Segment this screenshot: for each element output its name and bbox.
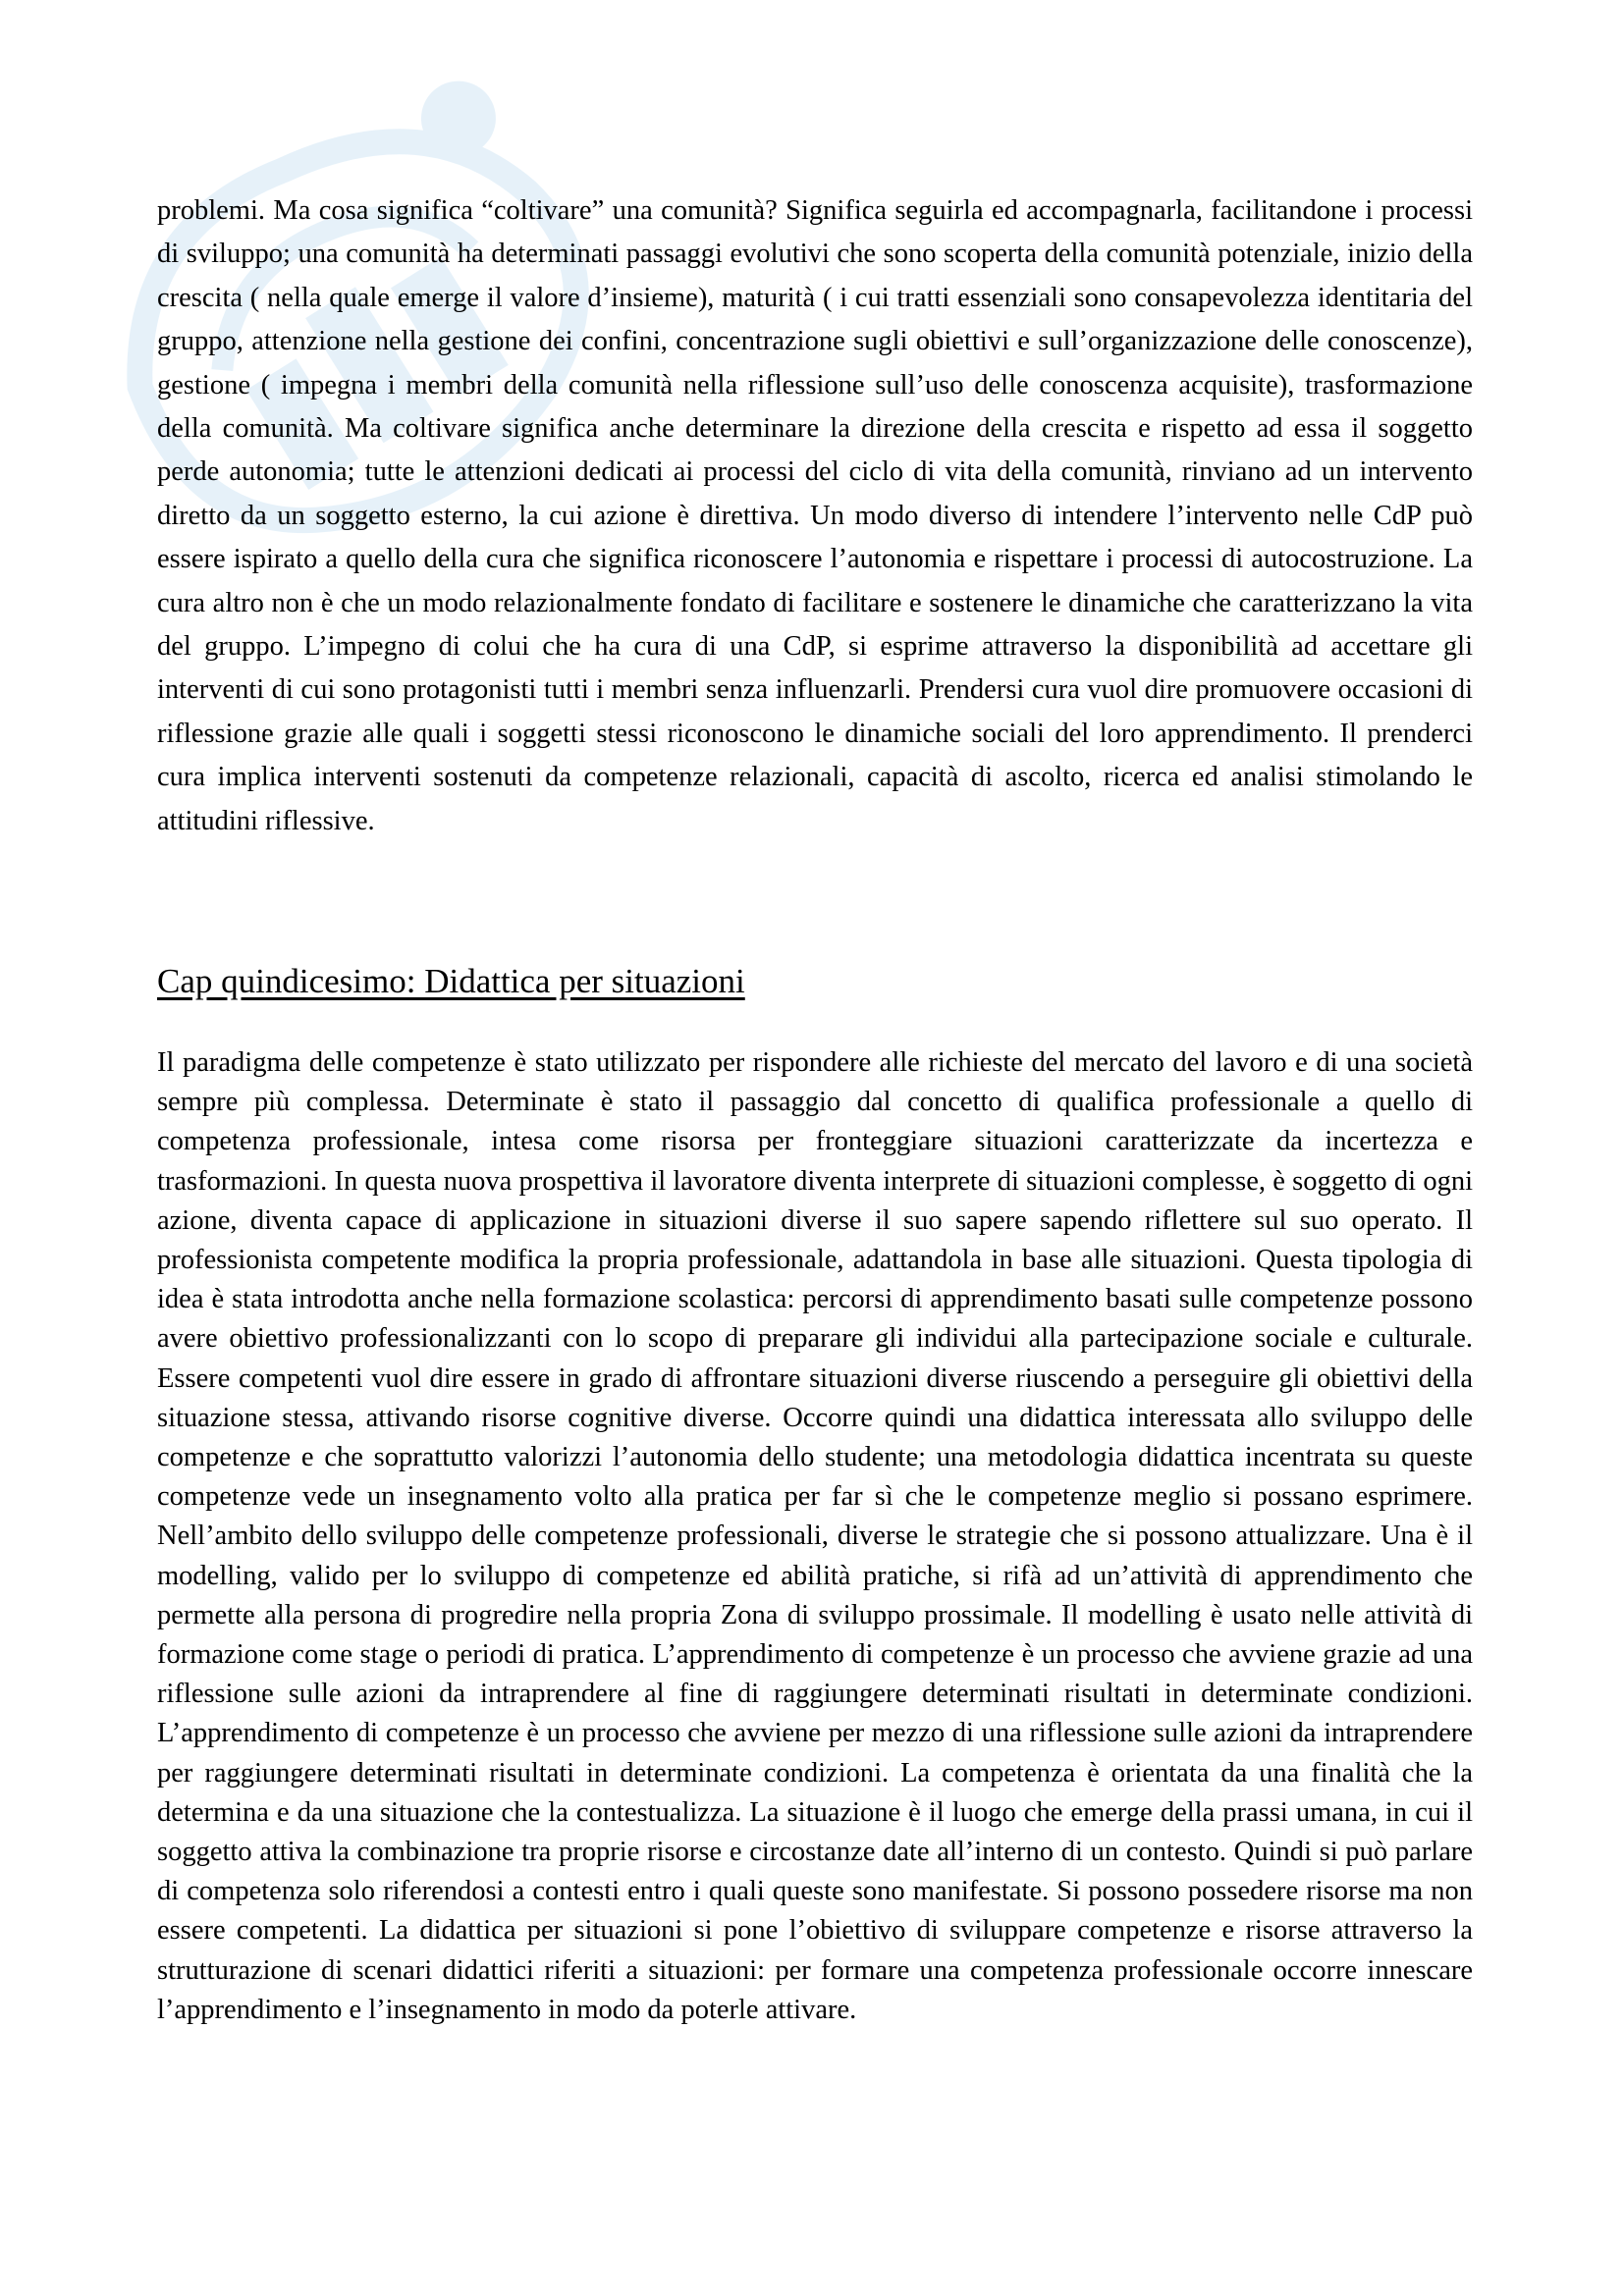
chapter-heading: Cap quindicesimo: Didattica per situazioni xyxy=(157,962,745,1000)
body-paragraph-1 xyxy=(157,189,1473,843)
body-paragraph-2 xyxy=(157,1043,1473,2030)
paragraph-text: Il paradigma delle competenze è stato utilizzato per rispondere alle richieste del mercato del lavoro e di una società sempre più complessa. Determinate è stato il passaggio dal concetto di qualifica professionale a quello di competenza professionale, intesa come risorsa per fronteggiare situazioni caratterizzate da incertezza e trasformazioni. In questa nuova prospettiva il lavoratore diventa interprete di situazioni complesse, è soggetto di ogni azione, diventa capace di applicazione in situazioni diverse il suo sapere sapendo riflettere sul suo operato. Il professionista competente modifica la propria professionale, adattandola in base alle situazioni. Questa tipologia di idea è stata introdotta anche nella formazione scolastica: percorsi di apprendimento basati sulle competenze possono avere obiettivo professionalizzanti con lo scopo di preparare gli individui alla partecipazione sociale e culturale. Essere competenti vuol dire essere in grado di affrontare situazioni diverse riuscendo a perseguire gli obiettivi della situazione stessa, attivando risorse cognitive diverse. Occorre quindi una didattica interessata allo sviluppo delle competenze e che soprattutto valorizzi l’autonomia dello studente; una metodologia didattica incentrata su queste competenze vede un insegnamento volto alla pratica per far sì che le competenze meglio si possano esprimere. Nell’ambito dello sviluppo delle competenze professionali, diverse le strategie che si possono attualizzare. Una è il modelling, valido per lo sviluppo di competenze ed abilità pratiche, si rifà ad un’attività di apprendimento che permette alla persona di progredire nella propria Zona di sviluppo prossimale. Il modelling è usato nelle attività di formazione come stage o periodi di pratica. L’apprendimento di competenze è un processo che avviene grazie ad una riflessione sulle azioni da intraprendere al fine di raggiungere determinati risultati in determinate condizioni. L’apprendimento di competenze è un processo che avviene per mezzo di una riflessione sulle azioni da intraprendere per raggiungere determinati risultati in determinate condizioni. La competenza è orientata da una finalità che la determina e da una situazione che la contestualizza. La situazione è il luogo che emerge della prassi umana, in cui il soggetto attiva la combinazione tra proprie risorse e circostanze date all’interno di un contesto. Quindi si può parlare di competenza solo riferendosi a contesti entro i quali queste sono manifestate. Si possono possedere risorse ma non essere competenti. La didattica per situazioni si pone l’obiettivo di sviluppare competenze e risorse attraverso la strutturazione di scenari didattici riferiti a situazioni: per formare una competenza professionale occorre innescare l’apprendimento e l’insegnamento in modo da poterle attivare. xyxy=(157,1047,1473,2025)
paragraph-text: problemi. Ma cosa significa “coltivare” una comunità? Significa seguirla ed accompagnarla, facilitandone i processi di sviluppo; una comunità ha determinati passaggi evolutivi che sono scoperta della comunità potenziale, inizio della crescita ( nella quale emerge il valore d’insieme), maturità ( i cui tratti essenziali sono consapevolezza identitaria del gruppo, attenzione nella gestione dei confini, concentrazione sugli obiettivi e sull’organizzazione delle conoscenze), gestione ( impegna i membri della comunità nella riflessione sull’uso delle conoscenza acquisite), trasformazione della comunità. Ma coltivare significa anche determinare la direzione della crescita e rispetto ad essa il soggetto perde autonomia; tutte le attenzioni dedicati ai processi del ciclo di vita della comunità, rinviano ad un intervento diretto da un soggetto esterno, la cui azione è direttiva. Un modo diverso di intendere l’intervento nelle CdP può essere ispirato a quello della cura che significa riconoscere l’autonomia e rispettare i processi di autocostruzione. La cura altro non è che un modo relazionalmente fondato di facilitare e sostenere le dinamiche che caratterizzano la vita del gruppo. L’impegno di colui che ha cura di una CdP, si esprime attraverso la disponibilità ad accettare gli interventi di cui sono protagonisti tutti i membri senza influenzarli. Prendersi cura vuol dire promuovere occasioni di riflessione grazie alle quali i soggetti stessi riconoscono le dinamiche sociali del loro apprendimento. Il prenderci cura implica interventi sostenuti da competenze relazionali, capacità di ascolto, ricerca ed analisi stimolando le attitudini riflessive. xyxy=(157,195,1473,836)
